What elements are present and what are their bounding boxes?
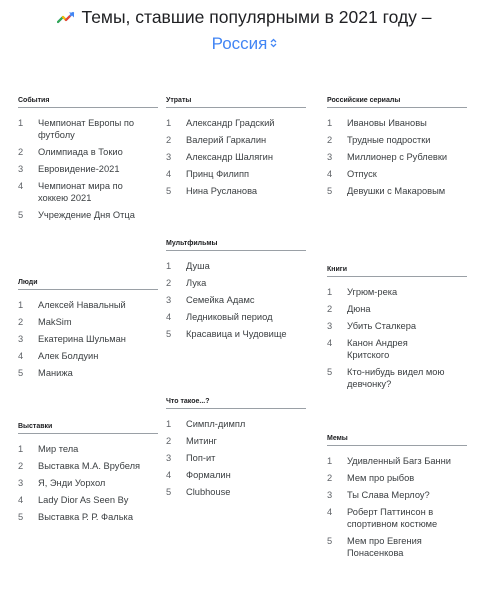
item-label[interactable]: Александр Градский bbox=[186, 118, 275, 128]
list-item[interactable] bbox=[327, 185, 470, 197]
list-item[interactable] bbox=[327, 535, 470, 559]
rank: 4 bbox=[166, 312, 172, 322]
list-item[interactable] bbox=[18, 477, 161, 489]
rank: 4 bbox=[18, 351, 24, 361]
item-label[interactable]: Мир тела bbox=[38, 444, 79, 454]
rank: 2 bbox=[327, 473, 333, 483]
rank: 2 bbox=[166, 135, 172, 145]
list-item[interactable] bbox=[166, 469, 309, 481]
item-label[interactable]: Чемпионат Европы по футболу bbox=[38, 118, 135, 140]
item-label[interactable]: Кто-нибудь видел мою девчонку? bbox=[347, 367, 445, 389]
item-label[interactable]: Канон Андрея Критского bbox=[347, 338, 408, 360]
rank: 5 bbox=[166, 186, 172, 196]
section-events bbox=[18, 96, 161, 226]
list-item[interactable] bbox=[327, 320, 470, 332]
rank: 2 bbox=[327, 304, 333, 314]
item-label[interactable]: Формалин bbox=[186, 470, 231, 480]
item-label[interactable]: Красавица и Чудовище bbox=[186, 329, 287, 339]
item-label[interactable]: Ивановы Ивановы bbox=[347, 118, 427, 128]
list-item[interactable] bbox=[18, 180, 161, 204]
item-label[interactable]: Нина Русланова bbox=[186, 186, 258, 196]
section-people bbox=[18, 278, 161, 384]
list-item[interactable] bbox=[166, 294, 309, 306]
rank: 3 bbox=[166, 152, 172, 162]
list-item[interactable] bbox=[18, 333, 161, 345]
rank: 2 bbox=[166, 278, 172, 288]
section-what-is bbox=[166, 397, 309, 503]
section-title: Российские сериалы bbox=[327, 97, 401, 104]
item-label[interactable]: Трудные подростки bbox=[347, 135, 431, 145]
rank: 3 bbox=[18, 164, 24, 174]
list-item[interactable] bbox=[166, 185, 309, 197]
list-item[interactable] bbox=[327, 117, 470, 129]
item-label[interactable]: Выставка М.А. Врубеля bbox=[38, 461, 141, 471]
list-item[interactable] bbox=[327, 303, 470, 315]
item-label[interactable]: Евровидение-2021 bbox=[38, 164, 120, 174]
section-title: Книги bbox=[327, 266, 348, 273]
rank: 5 bbox=[166, 487, 172, 497]
rank: 3 bbox=[18, 334, 24, 344]
item-label[interactable]: Александр Шалягин bbox=[186, 152, 273, 162]
list-item[interactable] bbox=[327, 489, 470, 501]
list-item[interactable] bbox=[166, 117, 309, 129]
page-header bbox=[0, 6, 489, 55]
rank: 2 bbox=[18, 317, 24, 327]
item-label[interactable]: Алексей Навальный bbox=[38, 300, 126, 310]
item-label[interactable]: Я, Энди Уорхол bbox=[38, 478, 106, 488]
region-selector[interactable] bbox=[0, 33, 489, 55]
item-label[interactable]: Манижа bbox=[38, 368, 73, 378]
rank: 2 bbox=[327, 135, 333, 145]
rank: 1 bbox=[166, 261, 172, 271]
item-label[interactable]: Учреждение Дня Отца bbox=[38, 210, 135, 220]
list-item[interactable] bbox=[166, 328, 309, 340]
rank: 1 bbox=[18, 300, 24, 310]
list-item[interactable] bbox=[18, 443, 161, 455]
list-item[interactable] bbox=[166, 418, 309, 430]
divider bbox=[327, 445, 467, 446]
item-label[interactable]: Отпуск bbox=[347, 169, 377, 179]
section-memes bbox=[327, 434, 470, 564]
rank: 4 bbox=[166, 470, 172, 480]
section-title: Утраты bbox=[166, 97, 192, 104]
section-title: Мемы bbox=[327, 435, 348, 442]
divider bbox=[327, 107, 467, 108]
item-label[interactable]: Митинг bbox=[186, 436, 217, 446]
rank: 4 bbox=[18, 181, 24, 191]
list-item[interactable] bbox=[18, 367, 161, 379]
list-item[interactable] bbox=[327, 134, 470, 146]
list-item[interactable] bbox=[18, 117, 161, 141]
list-item[interactable] bbox=[327, 286, 470, 298]
rank: 5 bbox=[18, 210, 24, 220]
rank: 4 bbox=[166, 169, 172, 179]
rank: 5 bbox=[18, 512, 24, 522]
list-item[interactable] bbox=[327, 337, 470, 361]
rank: 2 bbox=[166, 436, 172, 446]
rank: 1 bbox=[327, 118, 333, 128]
rank: 5 bbox=[18, 368, 24, 378]
item-label[interactable]: Ледниковый период bbox=[186, 312, 273, 322]
item-label[interactable]: Принц Филипп bbox=[186, 169, 250, 179]
item-label[interactable]: Валерий Гаркалин bbox=[186, 135, 267, 145]
item-label[interactable]: Lady Dior As Seen By bbox=[38, 495, 129, 505]
rank: 1 bbox=[18, 118, 24, 128]
section-books bbox=[327, 265, 470, 395]
section-title: События bbox=[18, 97, 50, 104]
divider bbox=[166, 250, 306, 251]
divider bbox=[327, 276, 467, 277]
list-item[interactable] bbox=[166, 151, 309, 163]
sort-chevron-icon[interactable] bbox=[270, 38, 277, 48]
list-item[interactable] bbox=[166, 260, 309, 272]
item-label[interactable]: Мем про рыбов bbox=[347, 473, 415, 483]
item-label[interactable]: Душа bbox=[186, 261, 210, 271]
item-label[interactable]: Убить Сталкера bbox=[347, 321, 417, 331]
item-label[interactable]: Семейка Адамс bbox=[186, 295, 255, 305]
rank: 1 bbox=[327, 287, 333, 297]
list-item[interactable] bbox=[18, 163, 161, 175]
rank: 5 bbox=[166, 329, 172, 339]
rank: 3 bbox=[166, 295, 172, 305]
item-label[interactable]: Удивленный Багз Банни bbox=[347, 456, 451, 466]
list-item[interactable] bbox=[166, 311, 309, 323]
section-russian-series bbox=[327, 96, 470, 202]
rank: 2 bbox=[18, 461, 24, 471]
list-item[interactable] bbox=[166, 277, 309, 289]
divider bbox=[18, 289, 158, 290]
region-label[interactable]: Россия bbox=[211, 34, 268, 53]
item-label[interactable]: Clubhouse bbox=[186, 487, 231, 497]
list-item[interactable] bbox=[18, 350, 161, 362]
list-item[interactable] bbox=[166, 452, 309, 464]
item-label[interactable]: Девушки с Макаровым bbox=[347, 186, 446, 196]
rank: 3 bbox=[166, 453, 172, 463]
rank: 5 bbox=[327, 186, 333, 196]
rank: 4 bbox=[327, 338, 333, 348]
page-title-line bbox=[0, 6, 489, 28]
rank: 1 bbox=[166, 419, 172, 429]
divider bbox=[18, 107, 158, 108]
section-title: Что такое...? bbox=[166, 398, 210, 405]
item-label[interactable]: Мем про Евгения Понасенкова bbox=[347, 536, 422, 558]
rank: 4 bbox=[327, 169, 333, 179]
list-item[interactable] bbox=[18, 146, 161, 158]
section-title: Люди bbox=[18, 279, 38, 286]
rank: 3 bbox=[327, 152, 333, 162]
list-item[interactable] bbox=[18, 511, 161, 523]
rank: 4 bbox=[327, 507, 333, 517]
item-label[interactable]: Миллионер с Рублевки bbox=[347, 152, 448, 162]
item-label[interactable]: Симпл-димпл bbox=[186, 419, 246, 429]
item-label[interactable]: Олимпиада в Токио bbox=[38, 147, 123, 157]
item-label[interactable]: Лука bbox=[186, 278, 207, 288]
item-label[interactable]: Алек Болдуин bbox=[38, 351, 99, 361]
rank: 1 bbox=[327, 456, 333, 466]
list-item[interactable] bbox=[166, 134, 309, 146]
item-label[interactable]: Дюна bbox=[347, 304, 371, 314]
item-label[interactable]: Роберт Паттинсон в спортивном костюме bbox=[347, 507, 438, 529]
rank: 2 bbox=[18, 147, 24, 157]
divider bbox=[18, 433, 158, 434]
list-item[interactable] bbox=[166, 435, 309, 447]
rank: 1 bbox=[166, 118, 172, 128]
section-cartoons bbox=[166, 239, 309, 345]
trending-up-icon bbox=[57, 10, 75, 24]
rank: 3 bbox=[18, 478, 24, 488]
list-item[interactable] bbox=[327, 506, 470, 530]
rank: 3 bbox=[327, 321, 333, 331]
list-item[interactable] bbox=[166, 486, 309, 498]
item-label[interactable]: Чемпионат мира по хоккею 2021 bbox=[38, 181, 123, 203]
item-label[interactable]: Выставка Р. Р. Фалька bbox=[38, 512, 133, 522]
list-item[interactable] bbox=[18, 494, 161, 506]
rank: 5 bbox=[327, 367, 333, 377]
divider bbox=[166, 408, 306, 409]
item-label[interactable]: Угрюм-река bbox=[347, 287, 398, 297]
section-title: Мультфильмы bbox=[166, 240, 218, 247]
rank: 3 bbox=[327, 490, 333, 500]
section-exhibitions bbox=[18, 422, 161, 528]
list-item[interactable] bbox=[18, 316, 161, 328]
list-item[interactable] bbox=[166, 168, 309, 180]
list-item[interactable] bbox=[327, 455, 470, 467]
page-title: Темы, ставшие популярными в 2021 году – bbox=[81, 7, 432, 27]
list-item[interactable] bbox=[18, 209, 161, 221]
list-item[interactable] bbox=[327, 168, 470, 180]
item-label[interactable]: MakSim bbox=[38, 317, 72, 327]
list-item[interactable] bbox=[327, 366, 470, 390]
rank: 4 bbox=[18, 495, 24, 505]
item-label[interactable]: Поп-ит bbox=[186, 453, 216, 463]
list-item[interactable] bbox=[18, 299, 161, 311]
item-label[interactable]: Екатерина Шульман bbox=[38, 334, 126, 344]
list-item[interactable] bbox=[327, 472, 470, 484]
item-label[interactable]: Ты Слава Мерлоу? bbox=[347, 490, 430, 500]
list-item[interactable] bbox=[18, 460, 161, 472]
divider bbox=[166, 107, 306, 108]
rank: 5 bbox=[327, 536, 333, 546]
rank: 1 bbox=[18, 444, 24, 454]
section-losses bbox=[166, 96, 309, 202]
section-title: Выставки bbox=[18, 423, 53, 430]
list-item[interactable] bbox=[327, 151, 470, 163]
